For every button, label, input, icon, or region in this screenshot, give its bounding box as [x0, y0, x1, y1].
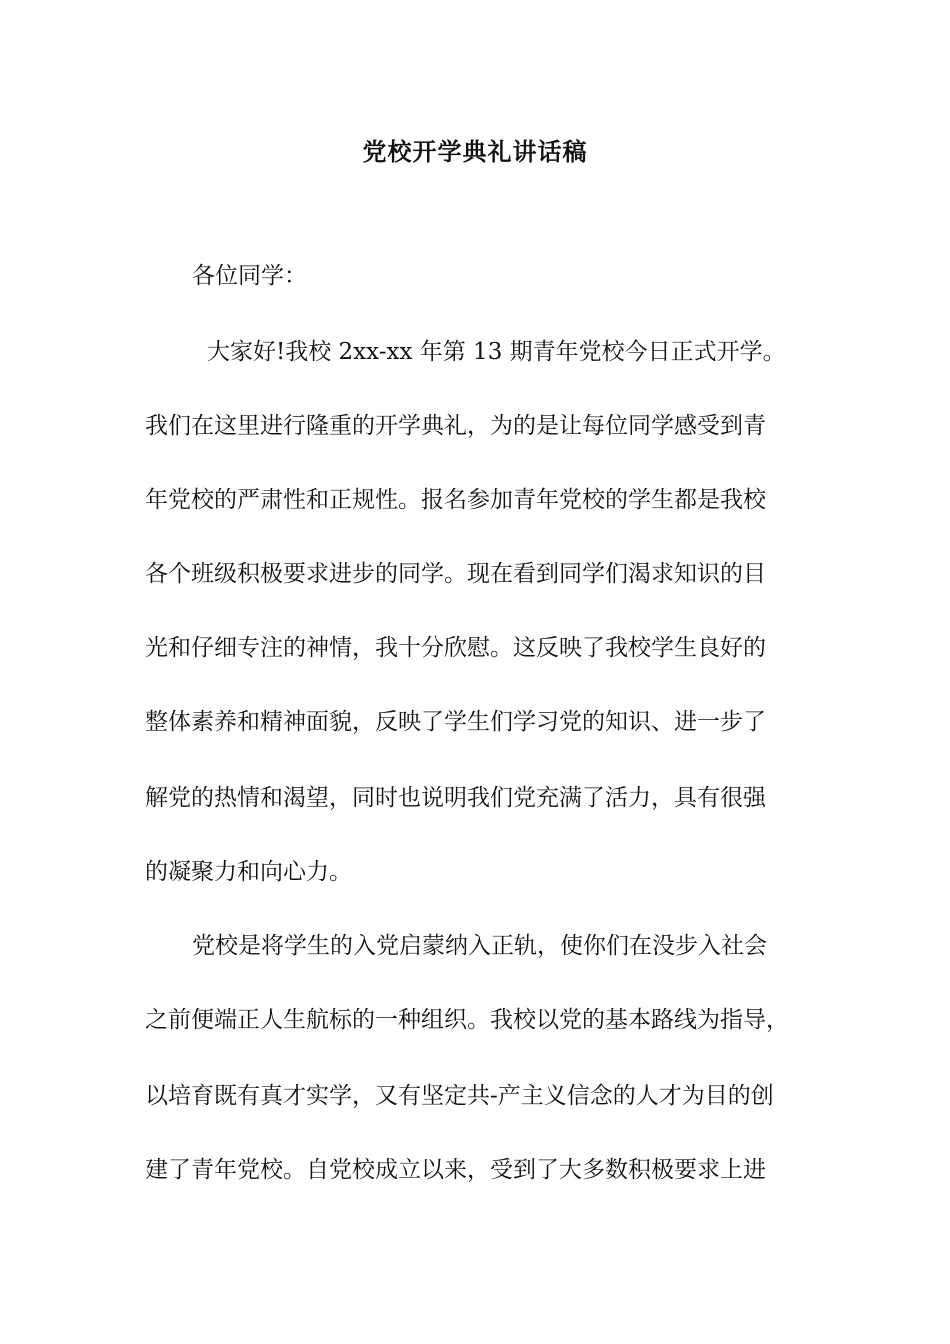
body-line: 各个班级积极要求进步的同学。现在看到同学们渴求知识的目	[145, 561, 766, 587]
body-line: 建了青年党校。自党校成立以来，受到了大多数积极要求上进	[145, 1157, 766, 1183]
document-title: 党校开学典礼讲话稿	[362, 137, 588, 166]
body-line: 整体素养和精神面貌，反映了学生们学习党的知识、进一步了	[145, 709, 766, 735]
body-line: 之前便端正人生航标的一种组织。我校以党的基本路线为指导，	[145, 1007, 789, 1033]
body-line: 党校是将学生的入党启蒙纳入正轨，使你们在没步入社会	[192, 933, 767, 959]
body-line: 年党校的严肃性和正规性。报名参加青年党校的学生都是我校	[145, 487, 766, 513]
salutation: 各位同学：	[192, 263, 307, 289]
body-line: 光和仔细专注的神情，我十分欣慰。这反映了我校学生良好的	[145, 635, 766, 661]
body-line: 的凝聚力和向心力。	[145, 859, 352, 885]
body-line: 我们在这里进行隆重的开学典礼，为的是让每位同学感受到青	[145, 413, 766, 439]
body-line: 解党的热情和渴望，同时也说明我们党充满了活力，具有很强	[145, 785, 766, 811]
body-line: 大家好!我校 2xx-xx 年第 13 期青年党校今日正式开学。	[207, 339, 786, 365]
body-line: 以培育既有真才实学，又有坚定共-产主义信念的人才为目的创	[145, 1083, 774, 1109]
